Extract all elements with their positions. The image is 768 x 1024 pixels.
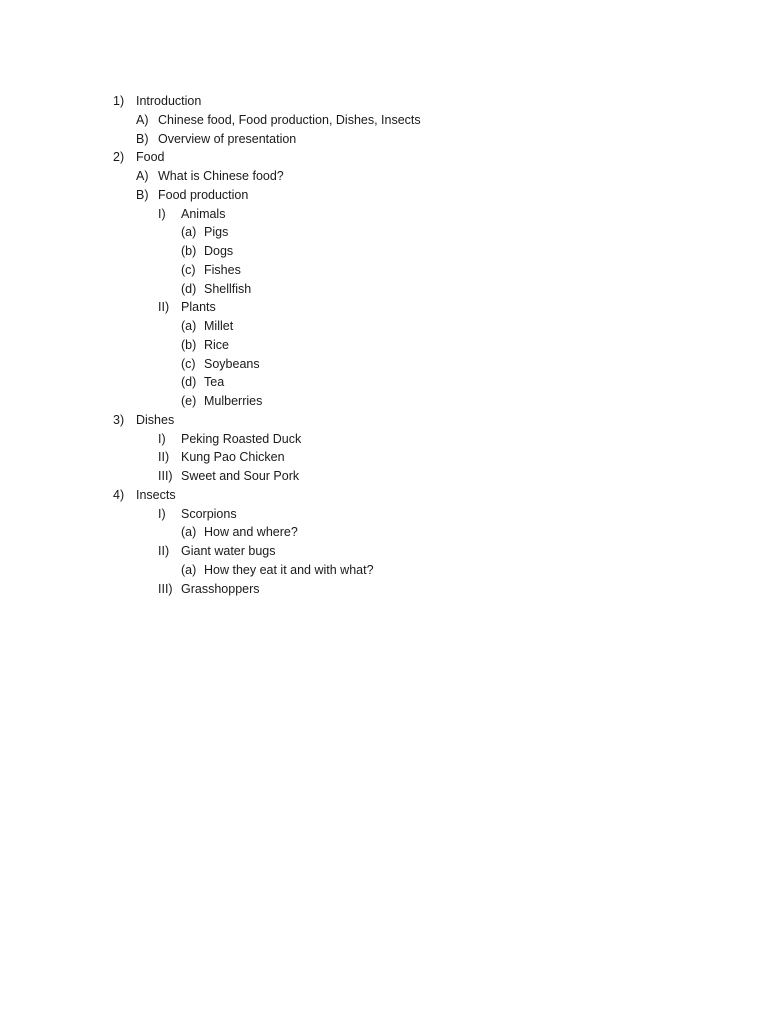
list-marker: I) (158, 506, 166, 521)
list-marker: I) (158, 431, 166, 446)
list-text: How and where? (204, 525, 298, 540)
list-item (0, 561, 768, 580)
list-text: Shellfish (204, 281, 252, 296)
list-marker: III) (158, 581, 173, 596)
list-text: Soybeans (204, 356, 260, 371)
list-text: Dishes (136, 412, 175, 427)
list-item (0, 242, 768, 261)
list-marker: (b) (181, 244, 197, 258)
list-marker: (a) (181, 319, 197, 333)
list-item (0, 448, 768, 467)
list-item (0, 205, 768, 224)
list-marker: B) (136, 131, 149, 146)
list-marker: II) (158, 300, 170, 315)
list-marker: (c) (181, 356, 196, 371)
list-text: How they eat it and with what? (204, 562, 374, 577)
list-item (0, 186, 768, 205)
list-text: Sweet and Sour Pork (181, 469, 300, 483)
list-text: Animals (181, 206, 226, 221)
list-item (0, 111, 768, 130)
list-item (0, 298, 768, 317)
list-text: Overview of presentation (158, 131, 297, 146)
list-item (0, 392, 768, 411)
list-item (0, 580, 768, 599)
list-marker: B) (136, 187, 149, 202)
list-marker: 2) (113, 150, 125, 165)
list-marker: (a) (181, 225, 197, 240)
list-item (0, 261, 768, 280)
list-text: Tea (204, 375, 225, 390)
list-marker: (d) (181, 375, 197, 390)
list-marker: (e) (181, 394, 197, 408)
list-marker: (a) (181, 562, 197, 577)
list-marker: A) (136, 169, 149, 183)
list-text: Insects (136, 487, 176, 502)
list-item (0, 280, 768, 299)
list-marker: II) (158, 544, 170, 558)
list-text: Dogs (204, 244, 234, 258)
list-text: Fishes (204, 262, 241, 277)
list-item (0, 373, 768, 392)
list-text: Food (136, 150, 165, 165)
list-item (0, 317, 768, 336)
list-text: Giant water bugs (181, 544, 276, 558)
list-item (0, 355, 768, 374)
list-marker: A) (136, 112, 149, 127)
list-item (0, 130, 768, 149)
list-marker: (d) (181, 281, 197, 296)
list-item (0, 167, 768, 186)
list-marker: (c) (181, 262, 196, 277)
list-text: Millet (204, 319, 234, 333)
list-item (0, 467, 768, 486)
list-text: Plants (181, 300, 216, 315)
list-text: Grasshoppers (181, 581, 260, 596)
list-item (0, 505, 768, 524)
list-item (0, 430, 768, 449)
outline-item-dishes (0, 411, 768, 430)
list-marker: 3) (113, 412, 125, 427)
list-text: Mulberries (204, 394, 263, 408)
list-item (0, 336, 768, 355)
outline-item-food (0, 148, 768, 167)
list-text: Scorpions (181, 506, 237, 521)
outline-item-insects (0, 486, 768, 505)
list-text: What is Chinese food? (158, 169, 284, 183)
list-marker: (b) (181, 337, 197, 352)
list-text: Kung Pao Chicken (181, 450, 285, 465)
outline-list (0, 92, 768, 598)
list-text: Rice (204, 337, 230, 352)
list-item (0, 542, 768, 561)
list-item (0, 223, 768, 242)
list-text: Introduction (136, 94, 202, 108)
list-text: Peking Roasted Duck (181, 431, 302, 446)
list-marker: (a) (181, 525, 197, 540)
list-text: Chinese food, Food production, Dishes, Insects (158, 112, 421, 127)
list-marker: III) (158, 469, 173, 483)
list-text: Food production (158, 187, 249, 202)
outline-item-introduction (0, 92, 768, 111)
list-marker: II) (158, 450, 170, 465)
list-item (0, 523, 768, 542)
list-text: Pigs (204, 225, 229, 240)
list-marker: I) (158, 206, 166, 221)
list-marker: 4) (113, 487, 125, 502)
list-marker: 1) (113, 94, 125, 108)
